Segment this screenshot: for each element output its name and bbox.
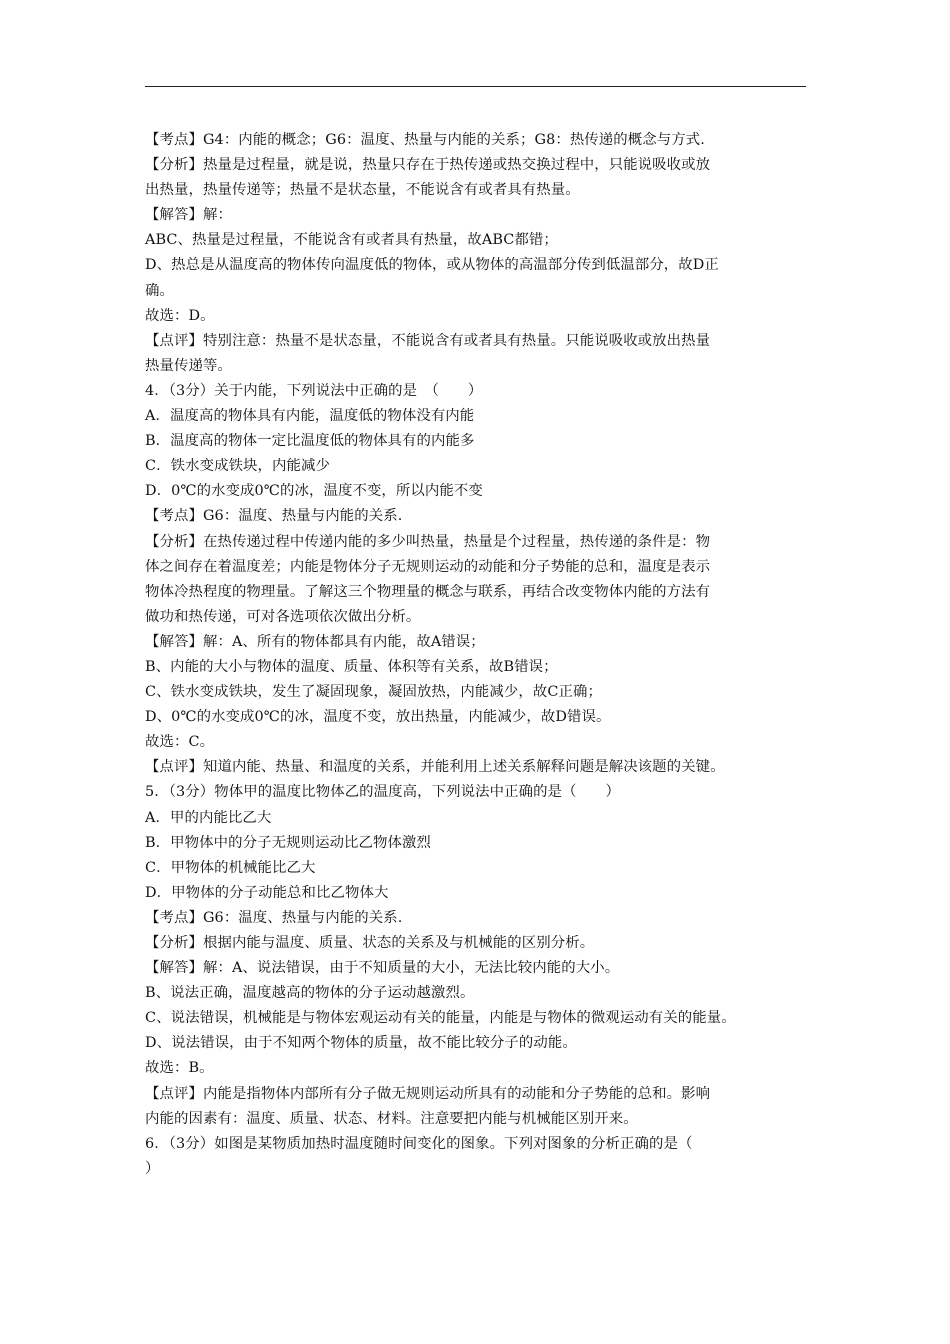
text-line: 故选：D。 bbox=[145, 307, 215, 324]
text-line: C、铁水变成铁块，发生了凝固现象，凝固放热，内能减少，故C正确； bbox=[145, 684, 602, 701]
text-line: 热量传递等。 bbox=[145, 357, 232, 374]
text-line: 确。 bbox=[145, 282, 174, 299]
question-stem: 4．（3分）关于内能，下列说法中正确的是 （ ） bbox=[145, 382, 483, 399]
text-line: 做功和热传递，可对各选项依次做出分析。 bbox=[145, 608, 421, 625]
text-line: D、热总是从温度高的物体传向温度低的物体，或从物体的高温部分传到低温部分，故D正 bbox=[145, 257, 719, 274]
text-line: 【解答】解：A、所有的物体都具有内能，故A错误； bbox=[145, 633, 485, 650]
text-line: 故选：B。 bbox=[145, 1060, 214, 1077]
text-line: 【考点】G6：温度、热量与内能的关系. bbox=[145, 508, 403, 525]
text-line: 【分析】根据内能与温度、质量、状态的关系及与机械能的区别分析。 bbox=[145, 935, 595, 951]
text-line: 【解答】解： bbox=[145, 207, 232, 224]
text-line: 【解答】解：A、说法错误，由于不知质量的大小，无法比较内能的大小。 bbox=[145, 960, 620, 977]
text-line: B、内能的大小与物体的温度、质量、体积等有关系，故B错误； bbox=[145, 658, 558, 675]
option-d: D．0℃的水变成0℃的冰，温度不变，所以内能不变 bbox=[145, 483, 483, 500]
text-line: ABC、热量是过程量，不能说含有或者具有热量，故ABC都错； bbox=[145, 232, 558, 249]
document-body bbox=[145, 128, 817, 1182]
option-c: C．铁水变成铁块，内能减少 bbox=[145, 458, 330, 475]
text-line: 【考点】G4：内能的概念；G6：温度、热量与内能的关系；G8：热传递的概念与方式. bbox=[145, 132, 705, 148]
text-line: 物体冷热程度的物理量。了解这三个物理量的概念与联系，再结合改变物体内能的方法有 bbox=[145, 583, 711, 600]
header-rule bbox=[145, 86, 806, 87]
text-line: B、说法正确，温度越高的物体的分子运动越激烈。 bbox=[145, 985, 475, 1002]
question-stem: 5．（3分）物体甲的温度比物体乙的温度高，下列说法中正确的是（ ） bbox=[145, 784, 621, 801]
option-b: B．甲物体中的分子无规则运动比乙物体激烈 bbox=[145, 834, 431, 851]
question-stem: 6．（3分）如图是某物质加热时温度随时间变化的图象。下列对图象的分析正确的是（ bbox=[145, 1135, 693, 1152]
text-line: D、0℃的水变成0℃的冰，温度不变，放出热量，内能减少，故D错误。 bbox=[145, 709, 611, 726]
text-line: 【点评】内能是指物体内部所有分子做无规则运动所具有的动能和分子势能的总和。影响 bbox=[145, 1085, 711, 1102]
option-a: A．温度高的物体具有内能，温度低的物体没有内能 bbox=[145, 408, 475, 425]
text-line: 出热量，热量传递等；热量不是状态量，不能说含有或者具有热量。 bbox=[145, 182, 580, 199]
option-d: D．甲物体的分子动能总和比乙物体大 bbox=[145, 884, 389, 901]
option-a: A．甲的内能比乙大 bbox=[145, 809, 272, 826]
text-line: 体之间存在着温度差；内能是物体分子无规则运动的动能和分子势能的总和，温度是表示 bbox=[145, 558, 711, 575]
option-c: C．甲物体的机械能比乙大 bbox=[145, 859, 316, 876]
text-line: 【考点】G6：温度、热量与内能的关系. bbox=[145, 909, 403, 926]
text-line: C、说法错误，机械能是与物体宏观运动有关的能量，内能是与物体的微观运动有关的能量。 bbox=[145, 1010, 736, 1027]
option-b: B．温度高的物体一定比温度低的物体具有的内能多 bbox=[145, 433, 475, 450]
text-line: 内能的因素有：温度、质量、状态、材料。注意要把内能与机械能区别开来。 bbox=[145, 1110, 638, 1127]
text-line: 【点评】特别注意：热量不是状态量，不能说含有或者具有热量。只能说吸收或放出热量 bbox=[145, 332, 711, 349]
text-line: 【分析】热量是过程量，就是说，热量只存在于热传递或热交换过程中，只能说吸收或放 bbox=[145, 157, 711, 174]
text-line: D、说法错误，由于不知两个物体的质量，故不能比较分子的动能。 bbox=[145, 1035, 577, 1052]
text-line: ） bbox=[145, 1160, 160, 1177]
text-line: 【分析】在热传递过程中传递内能的多少叫热量，热量是个过程量，热传递的条件是：物 bbox=[145, 533, 711, 550]
text-line: 故选：C。 bbox=[145, 734, 215, 751]
text-line: 【点评】知道内能、热量、和温度的关系，并能利用上述关系解释问题是解决该题的关键。 bbox=[145, 759, 725, 776]
